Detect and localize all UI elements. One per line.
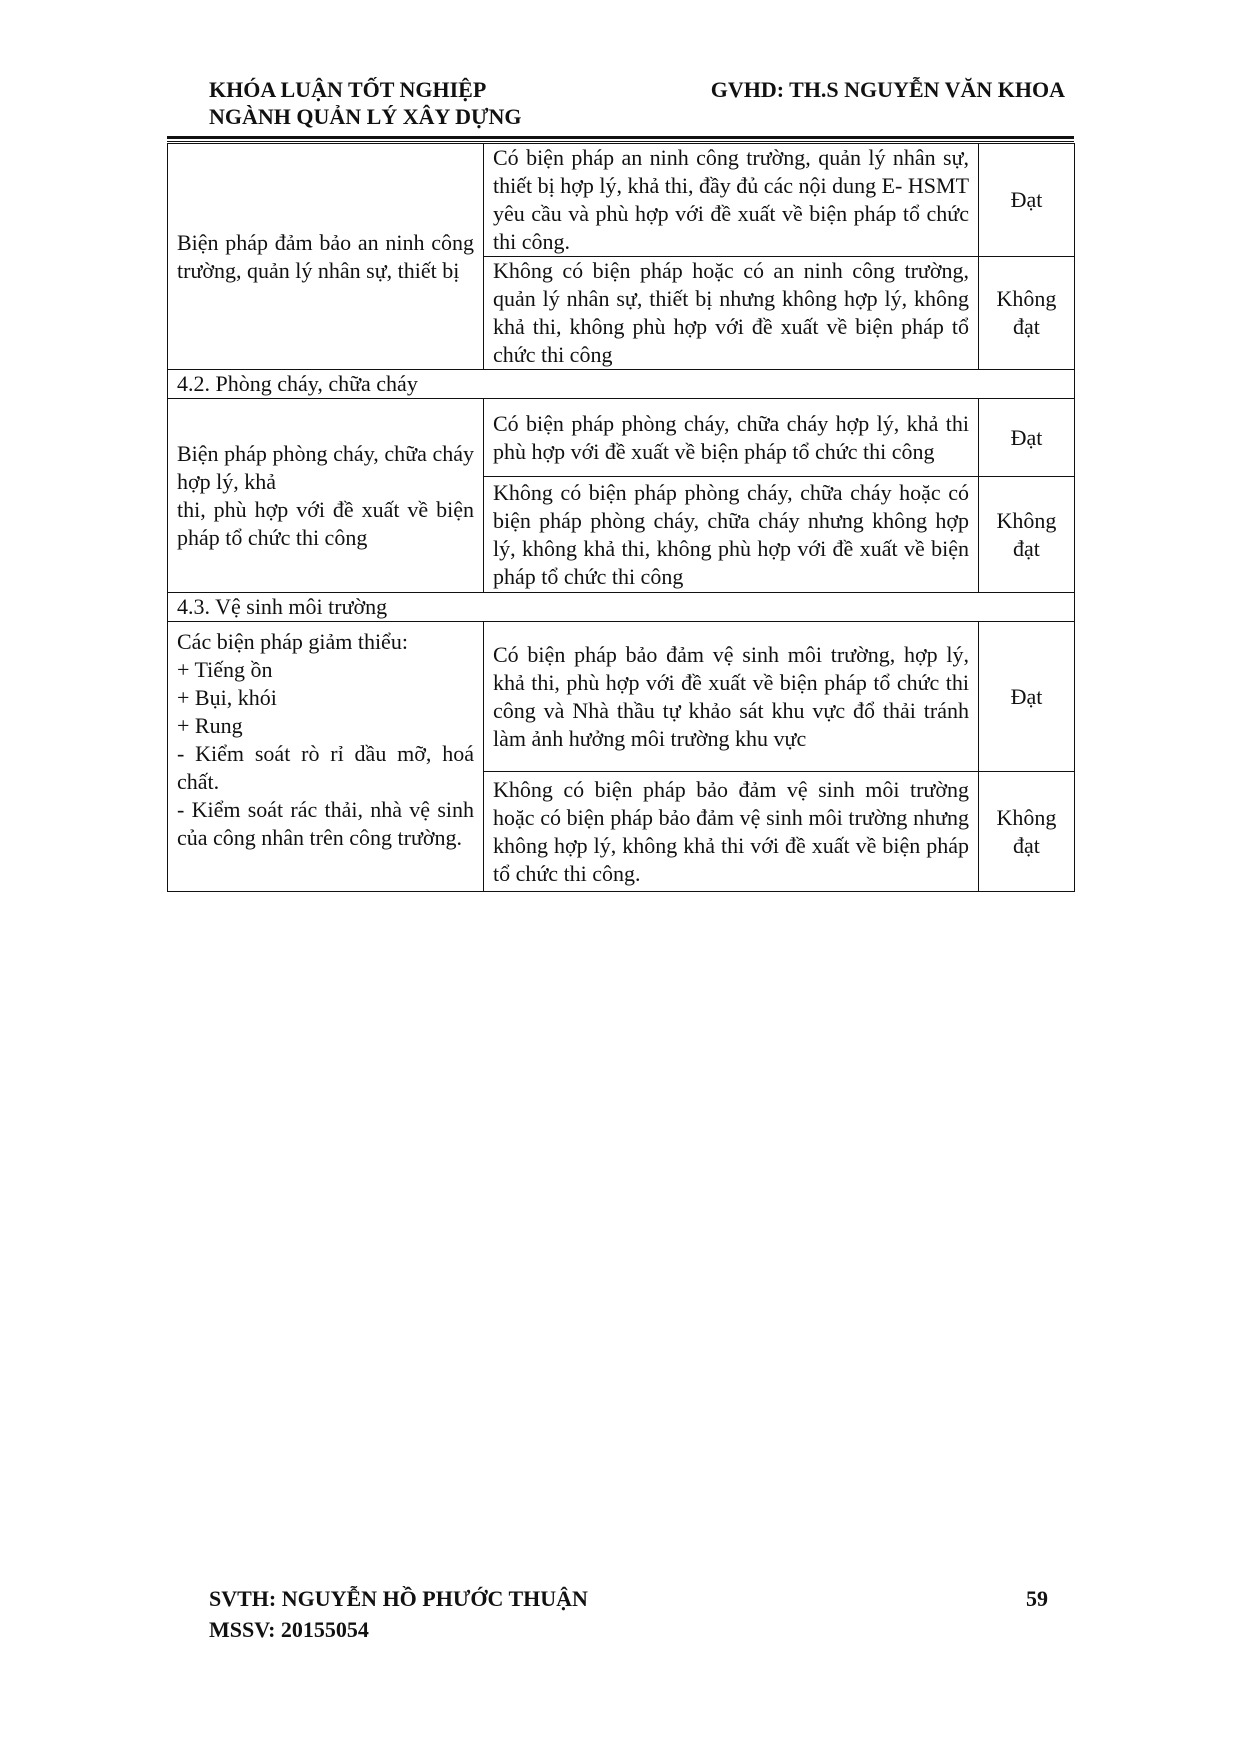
section-heading: 4.3. Vệ sinh môi trường — [168, 593, 1075, 622]
criterion-line: + Rung — [177, 713, 243, 738]
header-divider-thin — [167, 141, 1074, 142]
criterion-cell: Biện pháp đảm bảo an ninh công trường, quản lý nhân sự, thiết bị — [168, 144, 484, 370]
table-row — [168, 399, 1075, 477]
criterion-line: Biện pháp phòng cháy, chữa cháy hợp lý, khả — [177, 440, 474, 494]
fail-result-cell: Không đạt — [979, 257, 1075, 370]
criterion-line: thi, phù hợp với đề xuất về biện pháp tổ chức thi công — [177, 496, 474, 550]
criterion-line: + Bụi, khói — [177, 685, 277, 710]
pass-description-cell: Có biện pháp phòng cháy, chữa cháy hợp lý, khả thi phù hợp với đề xuất về biện pháp tổ chức thi công — [484, 399, 979, 477]
footer-student-name: SVTH: NGUYỄN HỒ PHƯỚC THUẬN — [209, 1586, 588, 1611]
criterion-cell — [168, 399, 484, 593]
header-thesis-title — [209, 76, 521, 130]
fail-result-cell: Không đạt — [979, 477, 1075, 593]
criterion-line: Các biện pháp giảm thiểu: — [177, 629, 408, 654]
criterion-line: - Kiểm soát rác thải, nhà vệ sinh của công nhân trên công trường. — [177, 797, 474, 850]
pass-description-cell: Có biện pháp bảo đảm vệ sinh môi trường, hợp lý, khả thi, phù hợp với đề xuất về biện pháp tổ chức thi công và Nhà thầu tự khảo sát khu vực đổ thải tránh làm ảnh hưởng môi trường khu vực — [484, 622, 979, 772]
header-thesis-line1: KHÓA LUẬN TỐT NGHIỆP — [209, 77, 487, 102]
fail-description-cell: Không có biện pháp hoặc có an ninh công trường, quản lý nhân sự, thiết bị nhưng không hợp lý, không khả thi, không phù hợp với đề xuất về biện pháp tổ chức thi công — [484, 257, 979, 370]
fail-result-cell: Không đạt — [979, 772, 1075, 892]
table-row — [168, 144, 1075, 257]
header-advisor: GVHD: TH.S NGUYỄN VĂN KHOA — [710, 77, 1065, 102]
fail-description-cell: Không có biện pháp bảo đảm vệ sinh môi trường hoặc có biện pháp bảo đảm vệ sinh môi trường nhưng không hợp lý, không khả thi với đề xuất về biện pháp tổ chức thi công. — [484, 772, 979, 892]
criterion-line: - Kiểm soát rò rỉ dầu mỡ, hoá chất. — [177, 741, 474, 794]
footer-student-info — [209, 1583, 588, 1645]
header-major-line: NGÀNH QUẢN LÝ XÂY DỰNG — [209, 104, 522, 129]
pass-description-cell: Có biện pháp an ninh công trường, quản lý nhân sự, thiết bị hợp lý, khả thi, đầy đủ các nội dung E- HSMT yêu cầu và phù hợp với đề xuất về biện pháp tổ chức thi công. — [484, 144, 979, 257]
section-heading: 4.2. Phòng cháy, chữa cháy — [168, 370, 1075, 399]
criterion-cell — [168, 622, 484, 892]
section-row — [168, 370, 1075, 399]
pass-result-cell: Đạt — [979, 144, 1075, 257]
criterion-line: + Tiếng ồn — [177, 657, 273, 682]
table-row — [168, 622, 1075, 772]
page-number: 59 — [1026, 1586, 1048, 1611]
pass-result-cell: Đạt — [979, 622, 1075, 772]
footer-student-id: MSSV: 20155054 — [209, 1617, 369, 1642]
fail-description-cell: Không có biện pháp phòng cháy, chữa cháy hoặc có biện pháp phòng cháy, chữa cháy nhưng không hợp lý, không khả thi, không phù hợp với đề xuất về biện pháp tổ chức thi công — [484, 477, 979, 593]
evaluation-criteria-table — [167, 143, 1075, 892]
pass-result-cell: Đạt — [979, 399, 1075, 477]
section-row — [168, 593, 1075, 622]
header-divider-thick — [167, 136, 1074, 139]
